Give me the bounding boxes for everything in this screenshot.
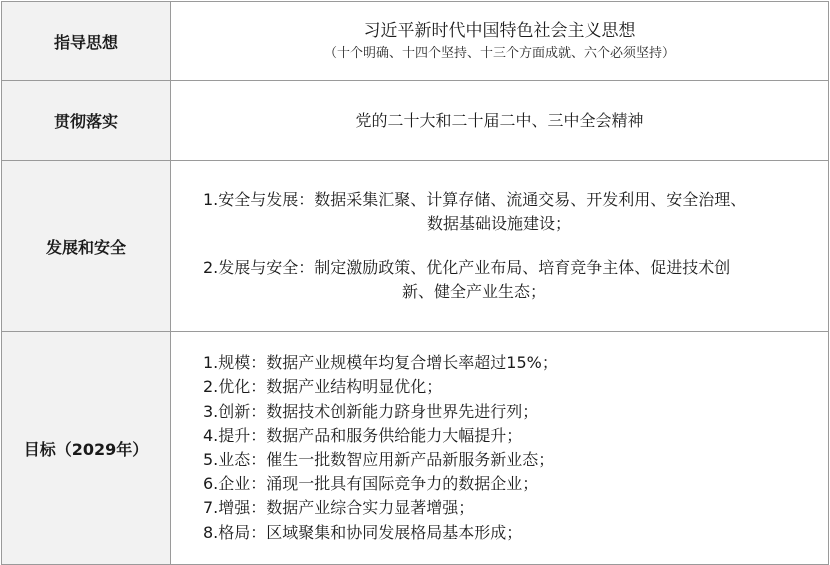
row-development	[2, 161, 829, 332]
goal-item: 6.企业：涌现一批具有国际竞争力的数据企业；	[203, 474, 539, 494]
goals-content	[171, 332, 829, 565]
policy-table	[1, 1, 829, 565]
row-goals	[2, 332, 829, 565]
row-implement	[2, 81, 829, 161]
goal-item: 5.业态：催生一批数智应用新产品新服务新业态；	[203, 450, 555, 469]
goal-item: 1.规模：数据产业规模年均复合增长率超过15%；	[203, 353, 558, 373]
guiding-main-text: 习近平新时代中国特色社会主义思想	[363, 21, 636, 41]
goals-list	[171, 351, 828, 545]
guiding-sub-text: （十个明确、十四个坚持、十三个方面成就、六个必须坚持）	[323, 46, 675, 61]
development-p2-line1: 2.发展与安全：制定激励政策、优化产业布局、培育竞争主体、促进技术创	[203, 258, 731, 277]
implement-text: 党的二十大和二十届二中、三中全会精神	[171, 81, 829, 161]
goals-label: 目标（2029年）	[2, 332, 171, 565]
development-p2-line2: 新、健全产业生态；	[402, 282, 547, 301]
development-paragraph-1	[171, 188, 828, 236]
goal-item: 2.优化：数据产业结构明显优化；	[203, 377, 443, 397]
development-paragraph-2	[171, 256, 828, 304]
guiding-label: 指导思想	[2, 2, 171, 81]
development-p1-line1: 1.安全与发展：数据采集汇聚、计算存储、流通交易、开发利用、安全治理、	[203, 190, 747, 209]
development-label: 发展和安全	[2, 161, 171, 332]
goal-item: 4.提升：数据产品和服务供给能力大幅提升；	[203, 425, 523, 445]
goal-item: 7.增强：数据产业综合实力显著增强；	[203, 498, 475, 518]
development-p1-line2: 数据基础设施建设；	[427, 214, 572, 233]
row-guiding	[2, 2, 829, 81]
goal-item: 8.格局：区域聚集和协同发展格局基本形成；	[203, 522, 523, 542]
goal-item: 3.创新：数据技术创新能力跻身世界先进行列；	[203, 401, 539, 421]
development-content	[171, 161, 829, 332]
implement-label: 贯彻落实	[2, 81, 171, 161]
guiding-content	[171, 2, 829, 81]
